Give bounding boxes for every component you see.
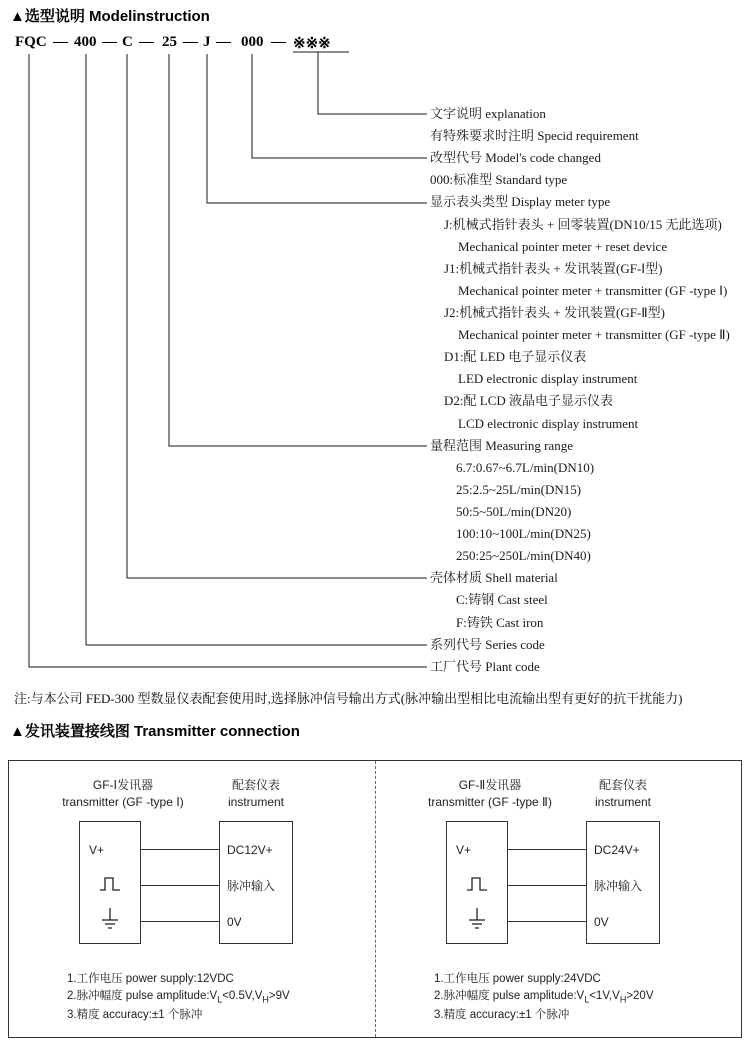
wire-ground (140, 921, 219, 922)
tree-row-plant-code: 工厂代号 Plant code (430, 658, 540, 674)
tree-row-j-en: Mechanical pointer meter + reset device (458, 238, 668, 254)
ground-icon (101, 908, 119, 932)
wire-pulse (507, 885, 586, 886)
section1-heading: ▲选型说明 Modelinstruction (10, 8, 210, 25)
note-amplitude-text: >9V (268, 989, 290, 1002)
terminal-pulse-input: 脉冲输入 (227, 879, 276, 893)
tree-row-range-dn20: 50:5~50L/min(DN20) (456, 503, 572, 519)
instrument-box (219, 821, 293, 944)
tree-row-cast-steel: C:铸钢 Cast steel (456, 592, 548, 608)
terminal-0v: 0V (594, 915, 609, 929)
code-segment-plant: FQC (15, 34, 47, 50)
tree-row-j1-en: Mechanical pointer meter + transmitter (GF -type Ⅰ) (458, 282, 728, 298)
tree-row-measuring-range: 量程范围 Measuring range (430, 437, 573, 453)
instrument-label-en: instrument (227, 795, 285, 809)
pulse-icon (99, 877, 121, 891)
terminal-dc-supply: DC12V+ (227, 843, 273, 857)
tree-row-range-dn40: 250:25~250L/min(DN40) (456, 548, 591, 564)
code-segment-special: ※※※ (293, 36, 331, 52)
transmitter-box (446, 821, 508, 944)
note-text: 注:与本公司 FED-300 型数显仪表配套使用时,选择脉冲信号输出方式(脉冲输出型相比电流输出型有更好的抗干扰能力) (14, 691, 683, 706)
transmitter-label-cn: GF-Ⅱ发讯器 (458, 778, 522, 792)
code-segment-series: 400 (74, 34, 97, 50)
tree-row-range-dn15: 25:2.5~25L/min(DN15) (456, 481, 582, 497)
instrument-box (586, 821, 660, 944)
instrument-label-cn: 配套仪表 (598, 778, 647, 792)
tree-row-model-code: 改型代号 Model's code changed (430, 150, 601, 166)
wire-vplus (507, 849, 586, 850)
transmitter-label-en: transmitter (GF -type Ⅰ) (62, 795, 184, 809)
note-amplitude-text: <1V,V (589, 989, 620, 1002)
note-accuracy: 3.精度 accuracy:±1 个脉冲 (434, 1009, 570, 1022)
tree-row-j1-cn: J1:机械式指针表头 + 发讯装置(GF-Ⅰ型) (444, 260, 663, 276)
subscript-h: H (619, 993, 627, 1004)
transmitter-panel-gf2 (375, 761, 741, 1037)
note-power-supply: 1.工作电压 power supply:24VDC (434, 973, 601, 985)
tree-row-d1-en: LED electronic display instrument (458, 371, 638, 387)
tree-row-display-type: 显示表头类型 Display meter type (430, 194, 611, 210)
note-amplitude-text: >20V (626, 989, 654, 1002)
note-amplitude-text: 2.脉冲幅度 pulse amplitude:V (67, 989, 218, 1002)
terminal-vplus: V+ (456, 843, 472, 857)
note-pulse-amplitude (434, 988, 654, 1008)
section2-heading: ▲发讯装置接线图 Transmitter connection (10, 723, 300, 740)
note-amplitude-text: 2.脉冲幅度 pulse amplitude:V (434, 989, 585, 1002)
subscript-h: H (262, 993, 269, 1004)
code-separator: — (183, 34, 198, 50)
tree-row-series-code: 系列代号 Series code (430, 636, 545, 652)
transmitter-connection-diagram (8, 760, 742, 1038)
subscript-l: L (584, 993, 590, 1004)
code-segment-shell: C (122, 34, 133, 50)
transmitter-label-en: transmitter (GF -type Ⅱ) (428, 795, 552, 809)
transmitter-box (79, 821, 141, 944)
model-code (0, 34, 750, 54)
note-power-supply: 1.工作电压 power supply:12VDC (67, 973, 234, 985)
tree-row-standard-type: 000:标准型 Standard type (430, 172, 568, 188)
transmitter-label (37, 777, 209, 811)
ground-icon (468, 908, 486, 932)
transmitter-label (404, 777, 576, 811)
tree-row-j-cn: J:机械式指针表头 + 回零装置(DN10/15 无此选项) (444, 216, 722, 232)
code-segment-modelcode: 000 (241, 34, 264, 50)
transmitter-panel-gf1 (9, 761, 375, 1037)
wire-ground (507, 921, 586, 922)
terminal-pulse-input: 脉冲输入 (594, 879, 643, 893)
tree-row-shell-material: 壳体材质 Shell material (430, 570, 558, 586)
instrument-label (212, 777, 300, 811)
instrument-label-cn: 配套仪表 (231, 778, 280, 792)
note-amplitude-text: <0.5V,V (222, 989, 263, 1002)
tree-row-j2-cn: J2:机械式指针表头 + 发讯装置(GF-Ⅱ型) (444, 304, 666, 320)
tree-row-cast-iron: F:铸铁 Cast iron (456, 614, 544, 630)
tree-row-d2-en: LCD electronic display instrument (458, 415, 639, 431)
tree-row-range-dn25: 100:10~100L/min(DN25) (456, 526, 591, 542)
tree-row-d1-cn: D1:配 LED 电子显示仪表 (444, 349, 587, 365)
wire-pulse (140, 885, 219, 886)
pulse-icon (466, 877, 488, 891)
note-pulse-amplitude (67, 988, 290, 1008)
code-separator: — (139, 34, 154, 50)
subscript-l: L (217, 993, 223, 1004)
panel-notes (67, 971, 290, 1024)
terminal-vplus: V+ (89, 843, 105, 857)
tree-row-explanation: 文字说明 explanation (430, 106, 546, 121)
instrument-label (579, 777, 667, 811)
tree-row-special-req: 有特殊要求时注明 Specid requirement (430, 128, 639, 144)
transmitter-label-cn: GF-Ⅰ发讯器 (92, 778, 154, 792)
instrument-label-en: instrument (594, 795, 652, 809)
code-separator: — (53, 34, 68, 50)
panel-notes (434, 971, 654, 1024)
code-separator: — (271, 34, 286, 50)
code-segment-range: 25 (162, 34, 177, 50)
tree-row-j2-en: Mechanical pointer meter + transmitter (GF -type Ⅱ) (458, 327, 730, 343)
note-accuracy: 3.精度 accuracy:±1 个脉冲 (67, 1009, 203, 1022)
wire-vplus (140, 849, 219, 850)
code-separator: — (216, 34, 231, 50)
code-segment-meter: J (203, 34, 211, 50)
terminal-0v: 0V (227, 915, 242, 929)
tree-row-range-dn10: 6.7:0.67~6.7L/min(DN10) (456, 459, 595, 475)
code-separator: — (102, 34, 117, 50)
tree-row-d2-cn: D2:配 LCD 液晶电子显示仪表 (444, 393, 614, 409)
terminal-dc-supply: DC24V+ (594, 843, 640, 857)
model-tree (0, 103, 750, 678)
